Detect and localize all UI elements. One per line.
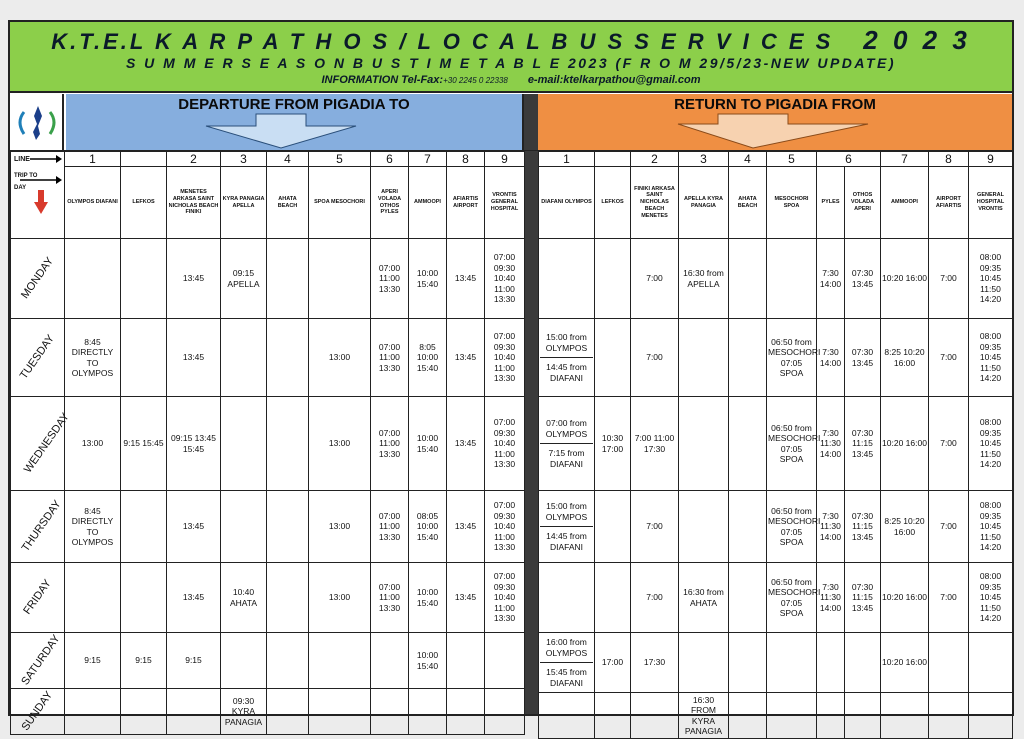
schedule-row-sunday [539, 693, 1013, 739]
line-key-label: LINE [14, 156, 30, 163]
time-cell: 13:45 [167, 319, 221, 397]
origin-label: AIRPORT AFIARTIS [929, 167, 969, 239]
origin-label: LEFKOS [595, 167, 631, 239]
time-cell: 07:30 13:45 [845, 239, 881, 319]
time-cell: 7:30 14:00 [817, 239, 845, 319]
time-cell [121, 239, 167, 319]
time-cell [267, 563, 309, 633]
time-cell: 9:15 [121, 633, 167, 689]
time-cell: 13:45 [167, 491, 221, 563]
day-label: WEDNESDAY [11, 397, 65, 491]
time-cell [267, 319, 309, 397]
time-cell: 09:15 APELLA [221, 239, 267, 319]
time-cell [371, 689, 409, 735]
time-cell [969, 633, 1013, 693]
island-logo-icon [10, 94, 64, 150]
return-header [538, 94, 1012, 150]
time-cell [595, 563, 631, 633]
time-cell: 07:00 from OLYMPOS 7:15 from DIAFANI [539, 397, 595, 491]
time-cell [845, 633, 881, 693]
main-title: K.T.E.L K A R P A T H O S / L O C A L B U S S E R V I C E S 2 0 2 3 [51, 25, 971, 55]
time-cell: 7:00 [929, 319, 969, 397]
time-cell [539, 563, 595, 633]
time-cell: 7:30 11:30 14:00 [817, 491, 845, 563]
departure-header [66, 94, 524, 150]
time-cell: 10:00 15:40 [409, 239, 447, 319]
time-cell: 13:45 [447, 239, 485, 319]
destination-label: MENETES ARKASA SAINT NICHOLAS BEACH FINIKI [167, 167, 221, 239]
time-cell: 08:00 09:35 10:45 11:50 14:20 [969, 563, 1013, 633]
time-cell [679, 319, 729, 397]
right-arrow-icon [30, 155, 62, 163]
time-cell: 15:00 from OLYMPOS 14:45 from DIAFANI [539, 319, 595, 397]
schedule-row-friday [539, 563, 1013, 633]
destination-label: APERI VOLADA OTHOS PYLES [371, 167, 409, 239]
time-cell: 07:30 13:45 [845, 319, 881, 397]
time-cell: 07:00 11:00 13:30 [371, 239, 409, 319]
time-cell: 07:00 09:30 10:40 11:00 13:30 [485, 239, 525, 319]
time-cell: 9:15 [167, 633, 221, 689]
time-cell: 10:20 16:00 [881, 239, 929, 319]
time-cell [65, 239, 121, 319]
time-cell [845, 693, 881, 739]
day-label: MONDAY [11, 239, 65, 319]
line-number: 8 [447, 152, 485, 167]
time-cell: 10:40 AHATA [221, 563, 267, 633]
return-table [538, 151, 1013, 739]
time-cell: 13:45 [447, 563, 485, 633]
time-cell [539, 239, 595, 319]
time-cell [221, 397, 267, 491]
time-cell: 06:50 from MESOCHORI 07:05 SPOA [767, 397, 817, 491]
day-label: FRIDAY [11, 563, 65, 633]
departure-table [10, 151, 525, 735]
time-cell [817, 633, 845, 693]
destination-label: AHATA BEACH [267, 167, 309, 239]
destination-label: AMMOOPI [409, 167, 447, 239]
time-cell [267, 491, 309, 563]
time-cell: 06:50 from MESOCHORI 07:05 SPOA [767, 491, 817, 563]
line-number: 3 [679, 152, 729, 167]
destination-label: VRONTIS GENERAL HOSPITAL [485, 167, 525, 239]
schedule-row-monday [11, 239, 525, 319]
line-number-row [539, 152, 1013, 167]
time-cell: 07:00 09:30 10:40 11:00 13:30 [485, 491, 525, 563]
time-cell [65, 563, 121, 633]
time-cell [729, 491, 767, 563]
right-arrow-icon [20, 176, 62, 184]
destination-label: SPOA MESOCHORI [309, 167, 371, 239]
origin-label: AMMOOPI [881, 167, 929, 239]
schedule-row-friday [11, 563, 525, 633]
line-number [121, 152, 167, 167]
time-cell [371, 633, 409, 689]
time-cell [267, 689, 309, 735]
time-cell [221, 319, 267, 397]
time-cell [767, 633, 817, 693]
time-cell [309, 633, 371, 689]
contact-info: INFORMATION Tel-Fax:+30 2245 0 22338 e-mail:ktelkarpathou@gmail.com [321, 74, 701, 86]
time-cell: 06:50 from MESOCHORI 07:05 SPOA [767, 319, 817, 397]
time-cell: 07:00 11:00 13:30 [371, 319, 409, 397]
time-cell: 10:20 16:00 [881, 563, 929, 633]
time-cell [121, 319, 167, 397]
time-cell: 06:50 from MESOCHORI 07:05 SPOA [767, 563, 817, 633]
year-label: 2 0 2 3 [863, 25, 971, 55]
time-cell: 13:00 [309, 563, 371, 633]
time-cell [929, 633, 969, 693]
schedule-row-wednesday [539, 397, 1013, 491]
time-cell [485, 633, 525, 689]
time-cell: 13:00 [309, 491, 371, 563]
time-cell [729, 563, 767, 633]
time-cell: 13:00 [309, 319, 371, 397]
time-cell [679, 491, 729, 563]
time-cell [729, 319, 767, 397]
line-number: 6 [371, 152, 409, 167]
time-cell: 09:15 13:45 15:45 [167, 397, 221, 491]
time-cell: 17:30 [631, 633, 679, 693]
time-cell: 13:45 [167, 239, 221, 319]
time-cell: 10:20 16:00 [881, 397, 929, 491]
time-cell [595, 239, 631, 319]
time-cell: 7:00 11:00 17:30 [631, 397, 679, 491]
time-cell: 07:00 09:30 10:40 11:00 13:30 [485, 319, 525, 397]
schedule-row-monday [539, 239, 1013, 319]
line-number: 9 [969, 152, 1013, 167]
time-cell: 07:00 11:00 13:30 [371, 563, 409, 633]
time-cell [539, 693, 595, 739]
time-cell [121, 491, 167, 563]
time-cell [729, 693, 767, 739]
time-cell: 13:45 [447, 397, 485, 491]
time-cell: 7:00 [929, 397, 969, 491]
time-cell: 08:00 09:35 10:45 11:50 14:20 [969, 239, 1013, 319]
time-cell: 7:00 [631, 563, 679, 633]
departure-title: DEPARTURE FROM PIGADIA TO [178, 96, 410, 113]
time-cell [309, 239, 371, 319]
time-cell [267, 397, 309, 491]
time-cell [121, 689, 167, 735]
time-cell: 8:45 DIRECTLY TO OLYMPOS [65, 319, 121, 397]
time-cell: 7:00 [631, 491, 679, 563]
day-key-label: DAY [14, 185, 27, 191]
time-cell [729, 397, 767, 491]
phone-number: +30 2245 0 22338 [443, 76, 508, 85]
line-number: 9 [485, 152, 525, 167]
time-cell [595, 693, 631, 739]
line-number: 1 [539, 152, 595, 167]
destination-label: LEFKOS [121, 167, 167, 239]
time-cell [267, 633, 309, 689]
time-cell [817, 693, 845, 739]
down-arrow-icon [66, 112, 524, 150]
day-label: SATURDAY [11, 633, 65, 689]
time-cell: 08:00 09:35 10:45 11:50 14:20 [969, 319, 1013, 397]
origin-label: OTHOS VOLADA APERI [845, 167, 881, 239]
time-cell: 15:00 from OLYMPOS 14:45 from DIAFANI [539, 491, 595, 563]
time-cell: 8:45 DIRECTLY TO OLYMPOS [65, 491, 121, 563]
time-cell [767, 239, 817, 319]
ktel-logo [10, 94, 64, 150]
time-cell: 8:25 10:20 16:00 [881, 319, 929, 397]
time-cell: 09:30 KYRA PANAGIA [221, 689, 267, 735]
line-number: 4 [729, 152, 767, 167]
line-number: 2 [631, 152, 679, 167]
title-banner [10, 22, 1012, 93]
line-number: 6 [817, 152, 881, 167]
schedule-row-wednesday [11, 397, 525, 491]
time-cell: 7:00 [929, 563, 969, 633]
time-cell: 07:00 11:00 13:30 [371, 491, 409, 563]
line-key [11, 152, 65, 239]
time-cell [65, 689, 121, 735]
time-cell: 16:30 from APELLA [679, 239, 729, 319]
time-cell [969, 693, 1013, 739]
schedule-row-tuesday [11, 319, 525, 397]
day-label: SUNDAY [11, 689, 65, 735]
return-schedule [539, 239, 1013, 739]
departure-schedule [11, 239, 525, 735]
time-cell: 7:00 [929, 491, 969, 563]
schedule-row-thursday [539, 491, 1013, 563]
time-cell [729, 239, 767, 319]
time-cell: 8:25 10:20 16:00 [881, 491, 929, 563]
time-cell [679, 397, 729, 491]
origin-label: AHATA BEACH [729, 167, 767, 239]
origin-row [539, 167, 1013, 239]
day-label: THURSDAY [11, 491, 65, 563]
time-cell: 7:00 [631, 239, 679, 319]
time-cell: 9:15 15:45 [121, 397, 167, 491]
line-number: 7 [881, 152, 929, 167]
schedule-row-sunday [11, 689, 525, 735]
return-title: RETURN TO PIGADIA FROM [674, 96, 876, 113]
time-cell: 13:45 [167, 563, 221, 633]
email-address: e-mail:ktelkarpathou@gmail.com [527, 74, 701, 86]
time-cell: 10:00 15:40 [409, 563, 447, 633]
down-arrow-icon [34, 190, 48, 214]
line-number: 1 [65, 152, 121, 167]
time-cell: 16:30 FROM KYRA PANAGIA [679, 693, 729, 739]
line-number: 5 [309, 152, 371, 167]
time-cell [729, 633, 767, 693]
time-cell: 17:00 [595, 633, 631, 693]
time-cell: 16:00 from OLYMPOS 15:45 from DIAFANI [539, 633, 595, 693]
time-cell [631, 693, 679, 739]
line-number: 7 [409, 152, 447, 167]
day-label: TUESDAY [11, 319, 65, 397]
origin-label: GENERAL HOSPITAL VRONTIS [969, 167, 1013, 239]
time-cell [595, 319, 631, 397]
time-cell [929, 693, 969, 739]
line-number: 4 [267, 152, 309, 167]
schedule-row-saturday [11, 633, 525, 689]
column-divider [524, 94, 538, 714]
time-cell: 13:00 [309, 397, 371, 491]
time-cell [595, 491, 631, 563]
down-arrow-icon [538, 112, 1012, 150]
time-cell: 07:00 09:30 10:40 11:00 13:30 [485, 563, 525, 633]
time-cell: 10:00 15:40 [409, 633, 447, 689]
time-cell [121, 563, 167, 633]
time-cell: 10:20 16:00 [881, 633, 929, 693]
destination-label: KYRA PANAGIA APELLA [221, 167, 267, 239]
time-cell [485, 689, 525, 735]
time-cell [447, 633, 485, 689]
time-cell: 10:00 15:40 [409, 397, 447, 491]
origin-label: PYLES [817, 167, 845, 239]
origin-label: MESOCHORI SPOA [767, 167, 817, 239]
origin-label: APELLA KYRA PANAGIA [679, 167, 729, 239]
time-cell: 16:30 from AHATA [679, 563, 729, 633]
time-cell: 7:00 [631, 319, 679, 397]
time-cell [267, 239, 309, 319]
time-cell [881, 693, 929, 739]
schedule-row-tuesday [539, 319, 1013, 397]
time-cell: 7:00 [929, 239, 969, 319]
timetable-sheet [8, 20, 1014, 736]
time-cell: 10:30 17:00 [595, 397, 631, 491]
time-cell: 7:30 14:00 [817, 319, 845, 397]
destination-label: AFIARTIS AIRPORT [447, 167, 485, 239]
time-cell: 07:30 11:15 13:45 [845, 563, 881, 633]
time-cell: 13:45 [447, 319, 485, 397]
time-cell: 08:00 09:35 10:45 11:50 14:20 [969, 491, 1013, 563]
time-cell: 07:30 11:15 13:45 [845, 397, 881, 491]
time-cell [221, 633, 267, 689]
time-cell [167, 689, 221, 735]
destination-label: OLYMPOS DIAFANI [65, 167, 121, 239]
time-cell [447, 689, 485, 735]
time-cell: 9:15 [65, 633, 121, 689]
schedule-row-thursday [11, 491, 525, 563]
time-cell: 8:05 10:00 15:40 [409, 319, 447, 397]
line-number [595, 152, 631, 167]
schedule-row-saturday [539, 633, 1013, 693]
origin-label: DIAFANI OLYMPOS [539, 167, 595, 239]
time-cell: 7:30 11:30 14:00 [817, 563, 845, 633]
time-cell [221, 491, 267, 563]
destination-row [11, 167, 525, 239]
time-cell: 08:00 09:35 10:45 11:50 14:20 [969, 397, 1013, 491]
time-cell: 07:00 09:30 10:40 11:00 13:30 [485, 397, 525, 491]
origin-label: FINIKI ARKASA SAINT NICHOLAS BEACH MENETES [631, 167, 679, 239]
time-cell: 07:00 11:00 13:30 [371, 397, 409, 491]
time-cell: 13:00 [65, 397, 121, 491]
time-cell: 13:45 [447, 491, 485, 563]
line-number: 2 [167, 152, 221, 167]
time-cell [309, 689, 371, 735]
trip-key-label: TRIP TO [14, 173, 38, 179]
line-number: 5 [767, 152, 817, 167]
line-number: 8 [929, 152, 969, 167]
subtitle: S U M M E R S E A S O N B U S T I M E T A B L E 2023 (F R O M 29/5/23-NEW UPDATE) [125, 55, 897, 71]
line-number: 3 [221, 152, 267, 167]
line-number-row [11, 152, 525, 167]
time-cell: 07:30 11:15 13:45 [845, 491, 881, 563]
time-cell [679, 633, 729, 693]
time-cell: 7:30 11:30 14:00 [817, 397, 845, 491]
time-cell [409, 689, 447, 735]
time-cell [767, 693, 817, 739]
time-cell: 08:05 10:00 15:40 [409, 491, 447, 563]
